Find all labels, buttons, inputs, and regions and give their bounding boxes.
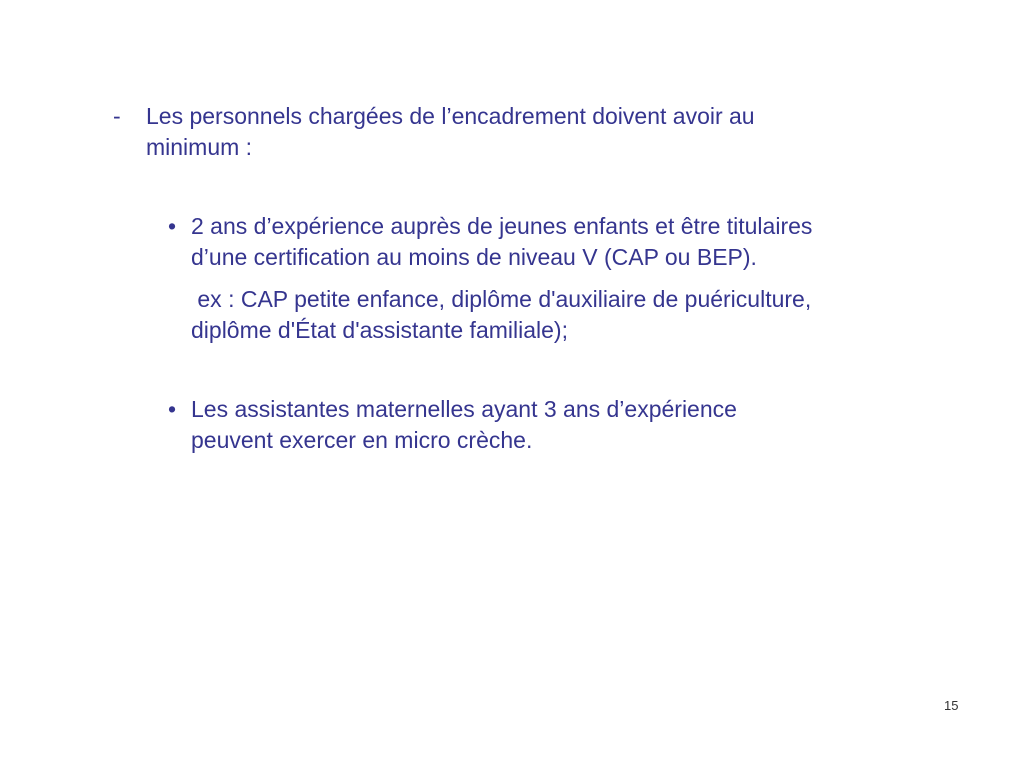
item-2-line-1: 2 ans d’expérience auprès de jeunes enfants et être titulaires <box>191 213 813 239</box>
item-4-line-2: peuvent exercer en micro crèche. <box>191 427 533 453</box>
item-1-line-1: Les personnels chargées de l’encadrement doivent avoir au <box>146 103 755 129</box>
item-2-line-2: d’une certification au moins de niveau V (CAP ou BEP). <box>191 244 757 270</box>
item-3-line-2: diplôme d'État d'assistante familiale); <box>191 317 568 343</box>
bullet-marker-1: • <box>168 213 177 239</box>
item-4-line-1: Les assistantes maternelles ayant 3 ans d’expérience <box>191 396 737 422</box>
dash-bullet-marker: - <box>113 103 121 129</box>
page-number: 15 <box>944 698 959 713</box>
bullet-marker-2: • <box>168 396 177 422</box>
item-3-line-1: ex : CAP petite enfance, diplôme d'auxiliaire de puériculture, <box>191 286 812 312</box>
item-1-line-2: minimum : <box>146 134 253 160</box>
